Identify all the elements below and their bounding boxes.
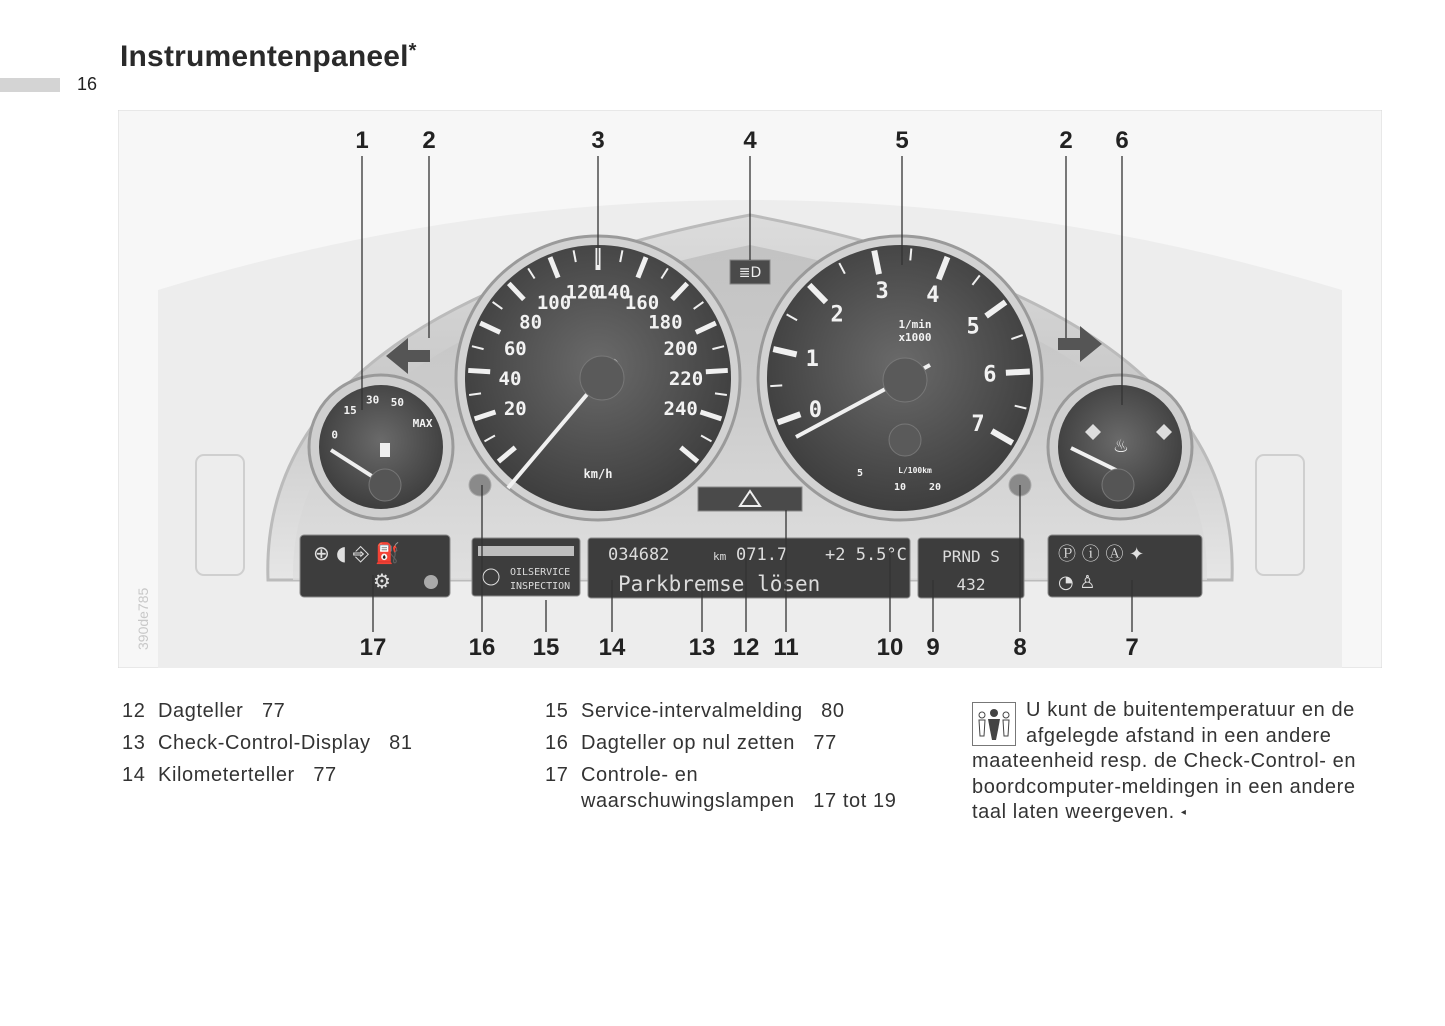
fuel-label: 50 — [390, 395, 405, 409]
page-tab-marker — [0, 78, 60, 92]
legend-text: Check-Control-Display — [158, 732, 371, 754]
speed-unit: km/h — [583, 467, 613, 481]
page-number: 16 — [77, 74, 98, 94]
legend-item-continued — [545, 785, 896, 817]
legend-num: 12 — [122, 700, 146, 722]
tach-label: 6 — [983, 362, 997, 388]
speed-label: 200 — [663, 337, 698, 360]
tach-tick — [910, 248, 911, 260]
speed-label: 160 — [624, 291, 660, 314]
callout-bottom-label: 14 — [598, 634, 626, 661]
speed-label: 40 — [498, 368, 522, 390]
legend-num: 16 — [545, 732, 569, 754]
central-information-display — [588, 538, 910, 598]
tach-label: 7 — [971, 412, 985, 437]
callout-bottom-label: 16 — [468, 634, 496, 661]
callout-bottom-label: 12 — [732, 634, 760, 661]
speed-tick — [468, 370, 490, 371]
warning-lamps-right — [1048, 535, 1202, 597]
legend-item — [545, 695, 896, 727]
speed-label: 60 — [503, 337, 527, 360]
callout-bottom-label: 17 — [359, 634, 387, 661]
check-control-message: Parkbremse lösen — [618, 572, 821, 596]
fuel-label: 15 — [343, 404, 357, 418]
speed-label: 120 — [565, 281, 600, 304]
speed-label: 100 — [536, 291, 572, 314]
fuel-gauge — [309, 375, 453, 519]
svg-text:♨: ♨ — [1112, 436, 1130, 457]
callout-bottom-label: 11 — [773, 634, 799, 661]
trip-value: 071.7 — [736, 545, 788, 565]
economy-unit: L/100km — [898, 466, 932, 475]
people-settings-icon — [972, 702, 1016, 746]
tach-label: 2 — [830, 302, 844, 328]
speed-tick — [706, 370, 728, 371]
trip-unit: km — [713, 550, 727, 563]
legend-page: 77 — [313, 764, 337, 786]
tach-unit-line2: x1000 — [898, 331, 932, 344]
fuel-label: MAX — [412, 417, 433, 430]
callout-top-label: 3 — [591, 127, 605, 154]
callout-top-label: 5 — [895, 127, 909, 154]
tach-label: 3 — [875, 278, 889, 304]
tach-tick — [770, 385, 782, 386]
callout-bottom-label: 15 — [532, 634, 560, 661]
svg-text:⊕ ◖ ⎆ ⛽: ⊕ ◖ ⎆ ⛽ — [313, 541, 401, 565]
tach-label: 0 — [808, 397, 823, 423]
tachometer — [758, 236, 1042, 520]
tach-label: 1 — [805, 346, 819, 372]
hazard-warning-button[interactable] — [698, 487, 802, 511]
legend-page: 77 — [261, 700, 286, 722]
fuel-label: 0 — [331, 428, 338, 442]
callout-top-label: 2 — [1059, 127, 1073, 154]
instrument-cluster-illustration — [118, 110, 1382, 668]
callout-bottom-label: 9 — [926, 634, 940, 661]
legend-column-2 — [545, 695, 896, 817]
legend-text: Dagteller op nul zetten — [581, 732, 795, 754]
legend-num: 17 — [545, 764, 569, 786]
odometer-value: 034682 — [608, 545, 670, 565]
speed-label: 180 — [648, 311, 683, 334]
speed-label: 80 — [519, 311, 543, 334]
economy-label: 20 — [928, 482, 942, 493]
svg-text:Ⓟ ⓘ Ⓐ ✦: Ⓟ ⓘ Ⓐ ✦ — [1058, 544, 1145, 565]
outside-temperature: +2 5.5°C — [825, 545, 907, 565]
speed-label: 140 — [596, 281, 631, 304]
service-inspection-label: INSPECTION — [510, 581, 571, 592]
service-oilservice-label: OILSERVICE — [510, 567, 571, 578]
legend-item — [122, 727, 413, 759]
warning-lamps-left — [300, 535, 450, 597]
svg-text:⚙: ⚙ — [373, 569, 391, 593]
speed-label: 20 — [503, 398, 527, 421]
svg-text:≣D: ≣D — [738, 265, 762, 281]
callout-bottom-label: 13 — [688, 634, 716, 661]
legend-page: 81 — [389, 732, 413, 754]
callout-bottom-label: 10 — [876, 634, 904, 661]
callout-top-label: 1 — [355, 127, 369, 154]
tach-label: 4 — [926, 283, 940, 309]
tach-unit-line1: 1/min — [898, 318, 932, 331]
legend-num: 13 — [122, 732, 146, 754]
title-asterisk: * — [408, 40, 417, 62]
legend-text: Service-intervalmelding — [581, 700, 803, 722]
legend-num: 15 — [545, 700, 569, 722]
legend-text: Kilometerteller — [158, 764, 295, 786]
page-title-text: Instrumentenpaneel — [120, 40, 409, 73]
legend-page: 77 — [813, 732, 837, 754]
legend-text: waarschuwingslampen — [581, 790, 795, 812]
coolant-temperature-gauge — [1048, 375, 1192, 519]
tach-tick — [1006, 372, 1030, 373]
economy-label: 10 — [893, 482, 907, 493]
callout-top-label: 6 — [1115, 127, 1129, 154]
speed-label: 240 — [663, 398, 698, 421]
fuel-label: 30 — [366, 393, 380, 407]
legend-num: 14 — [122, 764, 146, 786]
callout-top-label: 4 — [743, 127, 757, 154]
legend-page: 80 — [821, 700, 845, 722]
speed-label: 220 — [668, 368, 704, 390]
instrument-cluster-figure — [118, 110, 1382, 668]
legend-item — [122, 695, 413, 727]
service-interval-display — [472, 538, 580, 596]
page-title — [120, 40, 417, 74]
legend-text: Dagteller — [158, 700, 244, 722]
tach-label: 5 — [966, 314, 980, 340]
legend-column-1 — [122, 695, 413, 791]
legend-item — [545, 727, 896, 759]
gear-range-display — [918, 538, 1024, 598]
callout-bottom-label: 8 — [1013, 634, 1027, 661]
callout-top-label: 2 — [422, 127, 436, 154]
svg-text:◔ ♙: ◔ ♙ — [1058, 572, 1096, 593]
figure-code: 390de785 — [135, 587, 151, 650]
legend-text: Controle- en — [581, 764, 699, 786]
gear-indicator: PRND S — [942, 547, 1000, 566]
legend-item — [122, 759, 413, 791]
economy-label: 5 — [856, 468, 864, 479]
end-mark-icon: ◂ — [1180, 807, 1187, 818]
callout-bottom-label: 7 — [1125, 634, 1139, 661]
legend-page: 17 tot 19 — [813, 790, 897, 812]
note-text: U kunt de buitentemperatuur en de afgelegde afstand in een andere maateenheid resp. de Check-Control- en boordcomputer-meldingen in een andere taal laten weergeven. — [972, 699, 1357, 824]
range-value: 432 — [956, 575, 986, 594]
settings-note — [972, 698, 1392, 826]
